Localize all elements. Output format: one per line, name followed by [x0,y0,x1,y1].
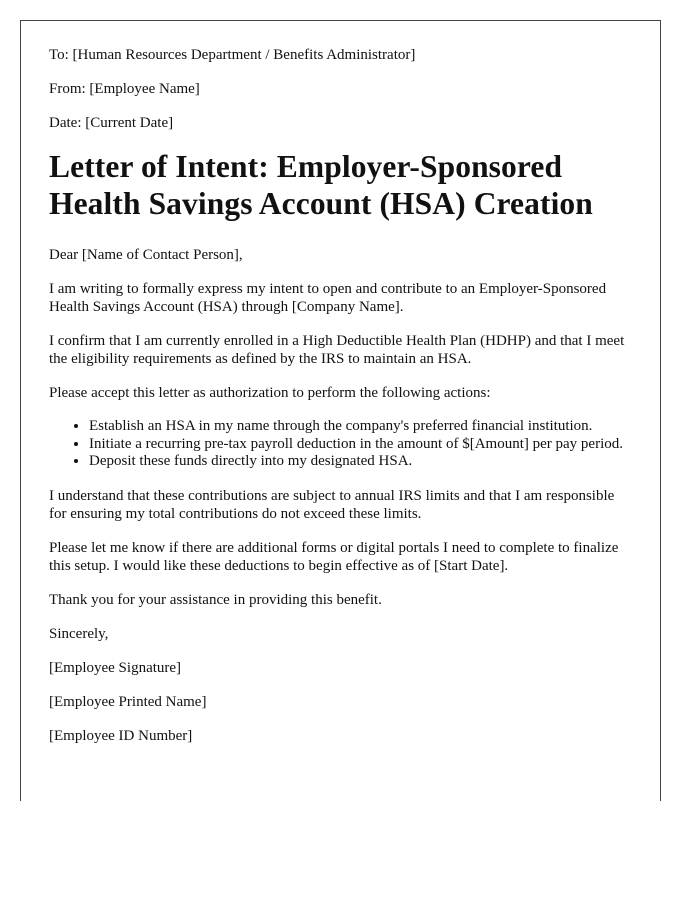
thanks-paragraph: Thank you for your assistance in providing this benefit. [49,591,382,608]
action-item: • Establish an HSA in my name through the company's preferred financial institution. [89,418,632,436]
from-line: From: [Employee Name] [49,81,200,97]
followup-paragraph: Please let me know if there are additional forms or digital portals I need to complete to finalize this setup. I would like these deductions to begin effective as of [Start Date]. [49,539,619,574]
intent-paragraph: I am writing to formally express my intent to open and contribute to an Employer-Sponsored Health Savings Account (HSA) through [Company Name]. [49,281,607,315]
authorization-paragraph: Please accept this letter as authorization to perform the following actions: [49,385,491,401]
printed-name-placeholder: [Employee Printed Name] [49,693,207,710]
limits-paragraph: I understand that these contributions are subject to annual IRS limits and that I am responsible for ensuring my total contributions do not exceed these limits. [49,487,615,522]
sign-off: Sincerely, [49,625,109,642]
confirmation-paragraph: I confirm that I am currently enrolled in a High Deductible Health Plan (HDHP) and that I meet the eligibility requirements as defined by the IRS to maintain an HSA. [49,333,625,367]
signature-placeholder: [Employee Signature] [49,659,182,676]
actions-list [49,418,632,471]
employee-id-placeholder: [Employee ID Number] [49,727,193,744]
letter-title: Letter of Intent: Employer-Sponsored Health Savings Account (HSA) Creation [49,149,593,221]
action-item: • Initiate a recurring pre-tax payroll deduction in the amount of $[Amount] per pay period. [89,436,632,454]
date-line: Date: [Current Date] [49,115,174,131]
salutation: Dear [Name of Contact Person], [49,247,243,263]
action-item: • Deposit these funds directly into my designated HSA. [89,453,632,471]
to-line: To: [Human Resources Department / Benefits Administrator] [49,47,416,63]
letter-page [20,20,661,801]
